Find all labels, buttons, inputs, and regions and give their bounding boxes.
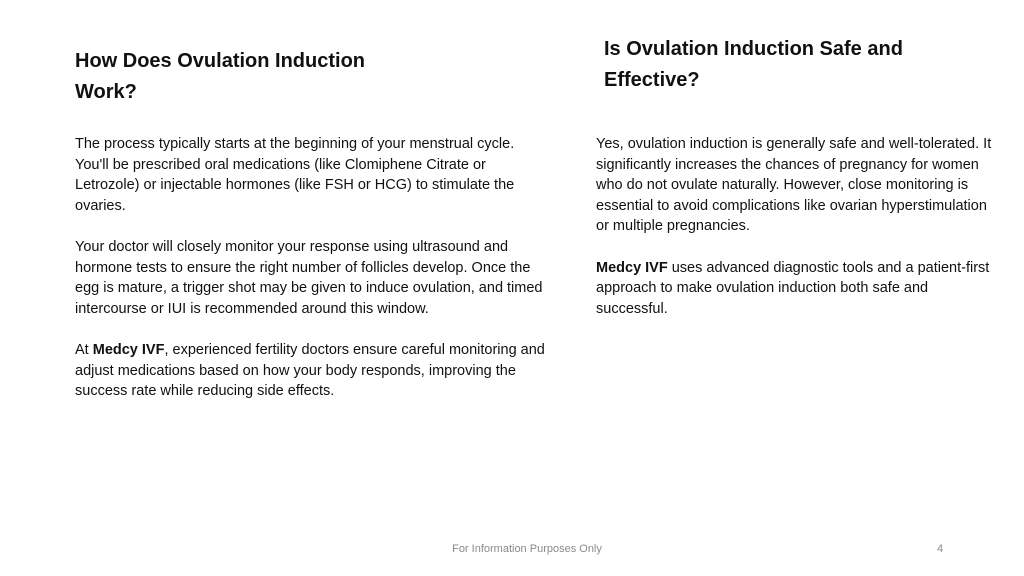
right-section-body [596, 134, 996, 319]
page-number: 4 [936, 543, 944, 555]
right-section-heading: Is Ovulation Induction Safe and Effective? [604, 38, 903, 91]
left-paragraph-medcy-text: , experienced fertility doctors ensure careful monitoring and adjust medications based on how your body responds, improving the success rate while reducing side effects. [75, 341, 545, 400]
right-paragraph-medcy [596, 258, 996, 320]
footer-disclaimer: For Information Purposes Only [452, 543, 602, 555]
left-paragraph-medcy [75, 340, 547, 402]
brand-name: Medcy IVF [596, 259, 668, 276]
left-section-heading: How Does Ovulation Induction Work? [75, 50, 365, 103]
left-section-body [75, 134, 547, 402]
left-paragraph-monitoring: Your doctor will closely monitor your response using ultrasound and hormone tests to ensure the right number of follicles develop. Once the egg is mature, a trigger shot may be given to induce ovulation, and timed intercourse or IUI is recommended around this window. [75, 238, 543, 317]
brand-name: Medcy IVF [92, 341, 165, 358]
left-paragraph-medcy-prefix: At [75, 341, 93, 358]
right-paragraph-safety: Yes, ovulation induction is generally safe and well-tolerated. It significantly increases the chances of pregnancy for women who do not ovulate naturally. However, close monitoring is essential to avoid complications like ovarian hyperstimulation or multiple pregnancies. [596, 136, 992, 235]
left-paragraph-process: The process typically starts at the beginning of your menstrual cycle. You'll be prescribed oral medications (like Clomiphene Citrate or Letrozole) or injectable hormones (like FSH or HCG) to stimulate the ovaries. [75, 136, 515, 214]
right-paragraph-medcy-text: uses advanced diagnostic tools and a patient-first approach to make ovulation induction both safe and successful. [596, 259, 990, 317]
